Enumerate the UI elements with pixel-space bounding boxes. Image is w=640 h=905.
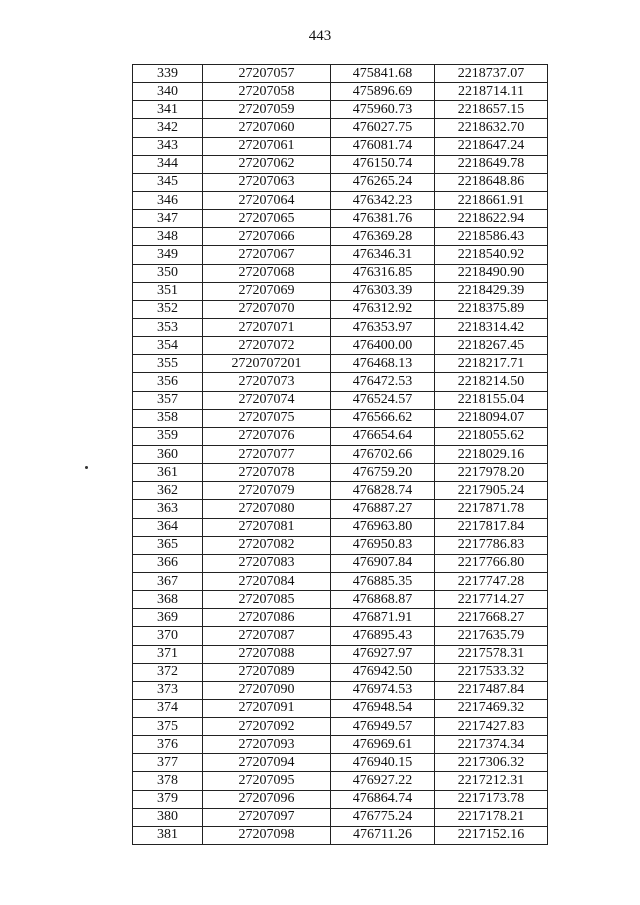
table-row <box>133 173 548 191</box>
point-number-cell: 376 <box>133 736 203 754</box>
x-coordinate-cell: 475896.69 <box>331 83 435 101</box>
stray-dot-mark <box>85 466 88 469</box>
point-number-cell: 349 <box>133 246 203 264</box>
table-row <box>133 518 548 536</box>
y-coordinate-cell: 2218657.15 <box>435 101 548 119</box>
y-coordinate-cell: 2218714.11 <box>435 83 548 101</box>
y-coordinate-cell: 2218029.16 <box>435 445 548 463</box>
table-row <box>133 699 548 717</box>
y-coordinate-cell: 2218622.94 <box>435 210 548 228</box>
point-code-cell: 27207080 <box>203 500 331 518</box>
point-code-cell: 27207059 <box>203 101 331 119</box>
point-code-cell: 27207064 <box>203 191 331 209</box>
x-coordinate-cell: 476472.53 <box>331 373 435 391</box>
x-coordinate-cell: 476381.76 <box>331 210 435 228</box>
y-coordinate-cell: 2218217.71 <box>435 355 548 373</box>
y-coordinate-cell: 2217766.80 <box>435 554 548 572</box>
y-coordinate-cell: 2218094.07 <box>435 409 548 427</box>
coordinates-table-body <box>133 65 548 845</box>
point-number-cell: 375 <box>133 718 203 736</box>
table-row <box>133 718 548 736</box>
point-code-cell: 2720707201 <box>203 355 331 373</box>
table-row <box>133 65 548 83</box>
point-number-cell: 369 <box>133 609 203 627</box>
x-coordinate-cell: 476468.13 <box>331 355 435 373</box>
point-number-cell: 343 <box>133 137 203 155</box>
table-row <box>133 337 548 355</box>
point-code-cell: 27207095 <box>203 772 331 790</box>
y-coordinate-cell: 2217635.79 <box>435 627 548 645</box>
point-number-cell: 345 <box>133 173 203 191</box>
table-row <box>133 318 548 336</box>
x-coordinate-cell: 476524.57 <box>331 391 435 409</box>
point-code-cell: 27207078 <box>203 464 331 482</box>
point-code-cell: 27207096 <box>203 790 331 808</box>
x-coordinate-cell: 476711.26 <box>331 826 435 844</box>
point-code-cell: 27207073 <box>203 373 331 391</box>
table-row <box>133 790 548 808</box>
point-code-cell: 27207076 <box>203 427 331 445</box>
table-row <box>133 536 548 554</box>
point-code-cell: 27207063 <box>203 173 331 191</box>
point-code-cell: 27207098 <box>203 826 331 844</box>
point-number-cell: 351 <box>133 282 203 300</box>
point-code-cell: 27207069 <box>203 282 331 300</box>
x-coordinate-cell: 476369.28 <box>331 228 435 246</box>
y-coordinate-cell: 2217533.32 <box>435 663 548 681</box>
y-coordinate-cell: 2218314.42 <box>435 318 548 336</box>
table-row <box>133 482 548 500</box>
table-row <box>133 210 548 228</box>
table-row <box>133 808 548 826</box>
point-number-cell: 377 <box>133 754 203 772</box>
point-number-cell: 354 <box>133 337 203 355</box>
table-row <box>133 83 548 101</box>
y-coordinate-cell: 2217306.32 <box>435 754 548 772</box>
point-code-cell: 27207097 <box>203 808 331 826</box>
table-row <box>133 300 548 318</box>
point-code-cell: 27207087 <box>203 627 331 645</box>
x-coordinate-cell: 476566.62 <box>331 409 435 427</box>
point-number-cell: 362 <box>133 482 203 500</box>
x-coordinate-cell: 476775.24 <box>331 808 435 826</box>
x-coordinate-cell: 476316.85 <box>331 264 435 282</box>
point-number-cell: 356 <box>133 373 203 391</box>
point-code-cell: 27207075 <box>203 409 331 427</box>
point-number-cell: 361 <box>133 464 203 482</box>
x-coordinate-cell: 476895.43 <box>331 627 435 645</box>
x-coordinate-cell: 476885.35 <box>331 572 435 590</box>
point-code-cell: 27207089 <box>203 663 331 681</box>
table-row <box>133 736 548 754</box>
x-coordinate-cell: 476948.54 <box>331 699 435 717</box>
x-coordinate-cell: 476828.74 <box>331 482 435 500</box>
x-coordinate-cell: 476871.91 <box>331 609 435 627</box>
point-number-cell: 363 <box>133 500 203 518</box>
x-coordinate-cell: 476081.74 <box>331 137 435 155</box>
y-coordinate-cell: 2217469.32 <box>435 699 548 717</box>
y-coordinate-cell: 2218267.45 <box>435 337 548 355</box>
x-coordinate-cell: 476927.97 <box>331 645 435 663</box>
y-coordinate-cell: 2217978.20 <box>435 464 548 482</box>
point-code-cell: 27207057 <box>203 65 331 83</box>
point-code-cell: 27207062 <box>203 155 331 173</box>
x-coordinate-cell: 476303.39 <box>331 282 435 300</box>
x-coordinate-cell: 476150.74 <box>331 155 435 173</box>
point-number-cell: 360 <box>133 445 203 463</box>
point-number-cell: 339 <box>133 65 203 83</box>
x-coordinate-cell: 476346.31 <box>331 246 435 264</box>
table-row <box>133 663 548 681</box>
point-number-cell: 365 <box>133 536 203 554</box>
point-code-cell: 27207077 <box>203 445 331 463</box>
y-coordinate-cell: 2217668.27 <box>435 609 548 627</box>
y-coordinate-cell: 2218649.78 <box>435 155 548 173</box>
coordinates-table <box>132 64 548 845</box>
point-code-cell: 27207061 <box>203 137 331 155</box>
point-number-cell: 347 <box>133 210 203 228</box>
table-row <box>133 191 548 209</box>
table-row <box>133 373 548 391</box>
point-number-cell: 381 <box>133 826 203 844</box>
point-code-cell: 27207060 <box>203 119 331 137</box>
table-row <box>133 681 548 699</box>
point-code-cell: 27207083 <box>203 554 331 572</box>
y-coordinate-cell: 2217427.83 <box>435 718 548 736</box>
point-code-cell: 27207066 <box>203 228 331 246</box>
point-number-cell: 350 <box>133 264 203 282</box>
point-code-cell: 27207068 <box>203 264 331 282</box>
point-number-cell: 380 <box>133 808 203 826</box>
point-number-cell: 348 <box>133 228 203 246</box>
point-number-cell: 357 <box>133 391 203 409</box>
x-coordinate-cell: 476702.66 <box>331 445 435 463</box>
y-coordinate-cell: 2218647.24 <box>435 137 548 155</box>
point-code-cell: 27207084 <box>203 572 331 590</box>
table-row <box>133 645 548 663</box>
point-number-cell: 342 <box>133 119 203 137</box>
y-coordinate-cell: 2217374.34 <box>435 736 548 754</box>
y-coordinate-cell: 2217714.27 <box>435 591 548 609</box>
y-coordinate-cell: 2218737.07 <box>435 65 548 83</box>
x-coordinate-cell: 476654.64 <box>331 427 435 445</box>
y-coordinate-cell: 2217578.31 <box>435 645 548 663</box>
table-row <box>133 572 548 590</box>
point-code-cell: 27207067 <box>203 246 331 264</box>
point-number-cell: 341 <box>133 101 203 119</box>
table-row <box>133 155 548 173</box>
x-coordinate-cell: 475960.73 <box>331 101 435 119</box>
table-row <box>133 137 548 155</box>
table-row <box>133 228 548 246</box>
x-coordinate-cell: 476868.87 <box>331 591 435 609</box>
x-coordinate-cell: 476265.24 <box>331 173 435 191</box>
table-row <box>133 554 548 572</box>
y-coordinate-cell: 2218490.90 <box>435 264 548 282</box>
x-coordinate-cell: 476927.22 <box>331 772 435 790</box>
y-coordinate-cell: 2217871.78 <box>435 500 548 518</box>
y-coordinate-cell: 2218540.92 <box>435 246 548 264</box>
y-coordinate-cell: 2217212.31 <box>435 772 548 790</box>
point-number-cell: 370 <box>133 627 203 645</box>
y-coordinate-cell: 2217487.84 <box>435 681 548 699</box>
point-code-cell: 27207071 <box>203 318 331 336</box>
y-coordinate-cell: 2218214.50 <box>435 373 548 391</box>
point-number-cell: 358 <box>133 409 203 427</box>
y-coordinate-cell: 2218632.70 <box>435 119 548 137</box>
table-row <box>133 826 548 844</box>
point-code-cell: 27207072 <box>203 337 331 355</box>
point-number-cell: 359 <box>133 427 203 445</box>
point-code-cell: 27207085 <box>203 591 331 609</box>
point-code-cell: 27207093 <box>203 736 331 754</box>
point-number-cell: 368 <box>133 591 203 609</box>
x-coordinate-cell: 476974.53 <box>331 681 435 699</box>
point-number-cell: 379 <box>133 790 203 808</box>
y-coordinate-cell: 2217173.78 <box>435 790 548 808</box>
x-coordinate-cell: 476887.27 <box>331 500 435 518</box>
point-number-cell: 340 <box>133 83 203 101</box>
x-coordinate-cell: 476312.92 <box>331 300 435 318</box>
y-coordinate-cell: 2218375.89 <box>435 300 548 318</box>
point-number-cell: 372 <box>133 663 203 681</box>
point-code-cell: 27207091 <box>203 699 331 717</box>
x-coordinate-cell: 475841.68 <box>331 65 435 83</box>
table-row <box>133 427 548 445</box>
x-coordinate-cell: 476759.20 <box>331 464 435 482</box>
x-coordinate-cell: 476400.00 <box>331 337 435 355</box>
table-row <box>133 355 548 373</box>
table-row <box>133 500 548 518</box>
point-number-cell: 344 <box>133 155 203 173</box>
point-code-cell: 27207081 <box>203 518 331 536</box>
point-number-cell: 364 <box>133 518 203 536</box>
table-row <box>133 391 548 409</box>
point-number-cell: 367 <box>133 572 203 590</box>
x-coordinate-cell: 476963.80 <box>331 518 435 536</box>
y-coordinate-cell: 2218429.39 <box>435 282 548 300</box>
table-row <box>133 464 548 482</box>
point-number-cell: 378 <box>133 772 203 790</box>
point-code-cell: 27207070 <box>203 300 331 318</box>
x-coordinate-cell: 476027.75 <box>331 119 435 137</box>
table-row <box>133 772 548 790</box>
point-code-cell: 27207092 <box>203 718 331 736</box>
point-number-cell: 352 <box>133 300 203 318</box>
y-coordinate-cell: 2217152.16 <box>435 826 548 844</box>
y-coordinate-cell: 2218586.43 <box>435 228 548 246</box>
point-code-cell: 27207088 <box>203 645 331 663</box>
y-coordinate-cell: 2217905.24 <box>435 482 548 500</box>
x-coordinate-cell: 476342.23 <box>331 191 435 209</box>
x-coordinate-cell: 476940.15 <box>331 754 435 772</box>
table-row <box>133 119 548 137</box>
point-number-cell: 371 <box>133 645 203 663</box>
point-code-cell: 27207082 <box>203 536 331 554</box>
page-number: 443 <box>308 28 332 44</box>
table-row <box>133 754 548 772</box>
x-coordinate-cell: 476864.74 <box>331 790 435 808</box>
y-coordinate-cell: 2218155.04 <box>435 391 548 409</box>
point-number-cell: 355 <box>133 355 203 373</box>
y-coordinate-cell: 2218055.62 <box>435 427 548 445</box>
x-coordinate-cell: 476907.84 <box>331 554 435 572</box>
table-row <box>133 246 548 264</box>
y-coordinate-cell: 2218648.86 <box>435 173 548 191</box>
point-code-cell: 27207086 <box>203 609 331 627</box>
y-coordinate-cell: 2218661.91 <box>435 191 548 209</box>
x-coordinate-cell: 476949.57 <box>331 718 435 736</box>
table-row <box>133 609 548 627</box>
point-code-cell: 27207074 <box>203 391 331 409</box>
x-coordinate-cell: 476353.97 <box>331 318 435 336</box>
point-code-cell: 27207090 <box>203 681 331 699</box>
point-number-cell: 366 <box>133 554 203 572</box>
point-code-cell: 27207058 <box>203 83 331 101</box>
point-number-cell: 374 <box>133 699 203 717</box>
point-code-cell: 27207065 <box>203 210 331 228</box>
x-coordinate-cell: 476969.61 <box>331 736 435 754</box>
table-row <box>133 409 548 427</box>
x-coordinate-cell: 476950.83 <box>331 536 435 554</box>
point-code-cell: 27207079 <box>203 482 331 500</box>
point-number-cell: 373 <box>133 681 203 699</box>
table-row <box>133 445 548 463</box>
y-coordinate-cell: 2217786.83 <box>435 536 548 554</box>
table-row <box>133 282 548 300</box>
point-number-cell: 346 <box>133 191 203 209</box>
point-number-cell: 353 <box>133 318 203 336</box>
y-coordinate-cell: 2217178.21 <box>435 808 548 826</box>
y-coordinate-cell: 2217817.84 <box>435 518 548 536</box>
table-row <box>133 591 548 609</box>
y-coordinate-cell: 2217747.28 <box>435 572 548 590</box>
x-coordinate-cell: 476942.50 <box>331 663 435 681</box>
point-code-cell: 27207094 <box>203 754 331 772</box>
table-row <box>133 101 548 119</box>
table-row <box>133 627 548 645</box>
table-row <box>133 264 548 282</box>
